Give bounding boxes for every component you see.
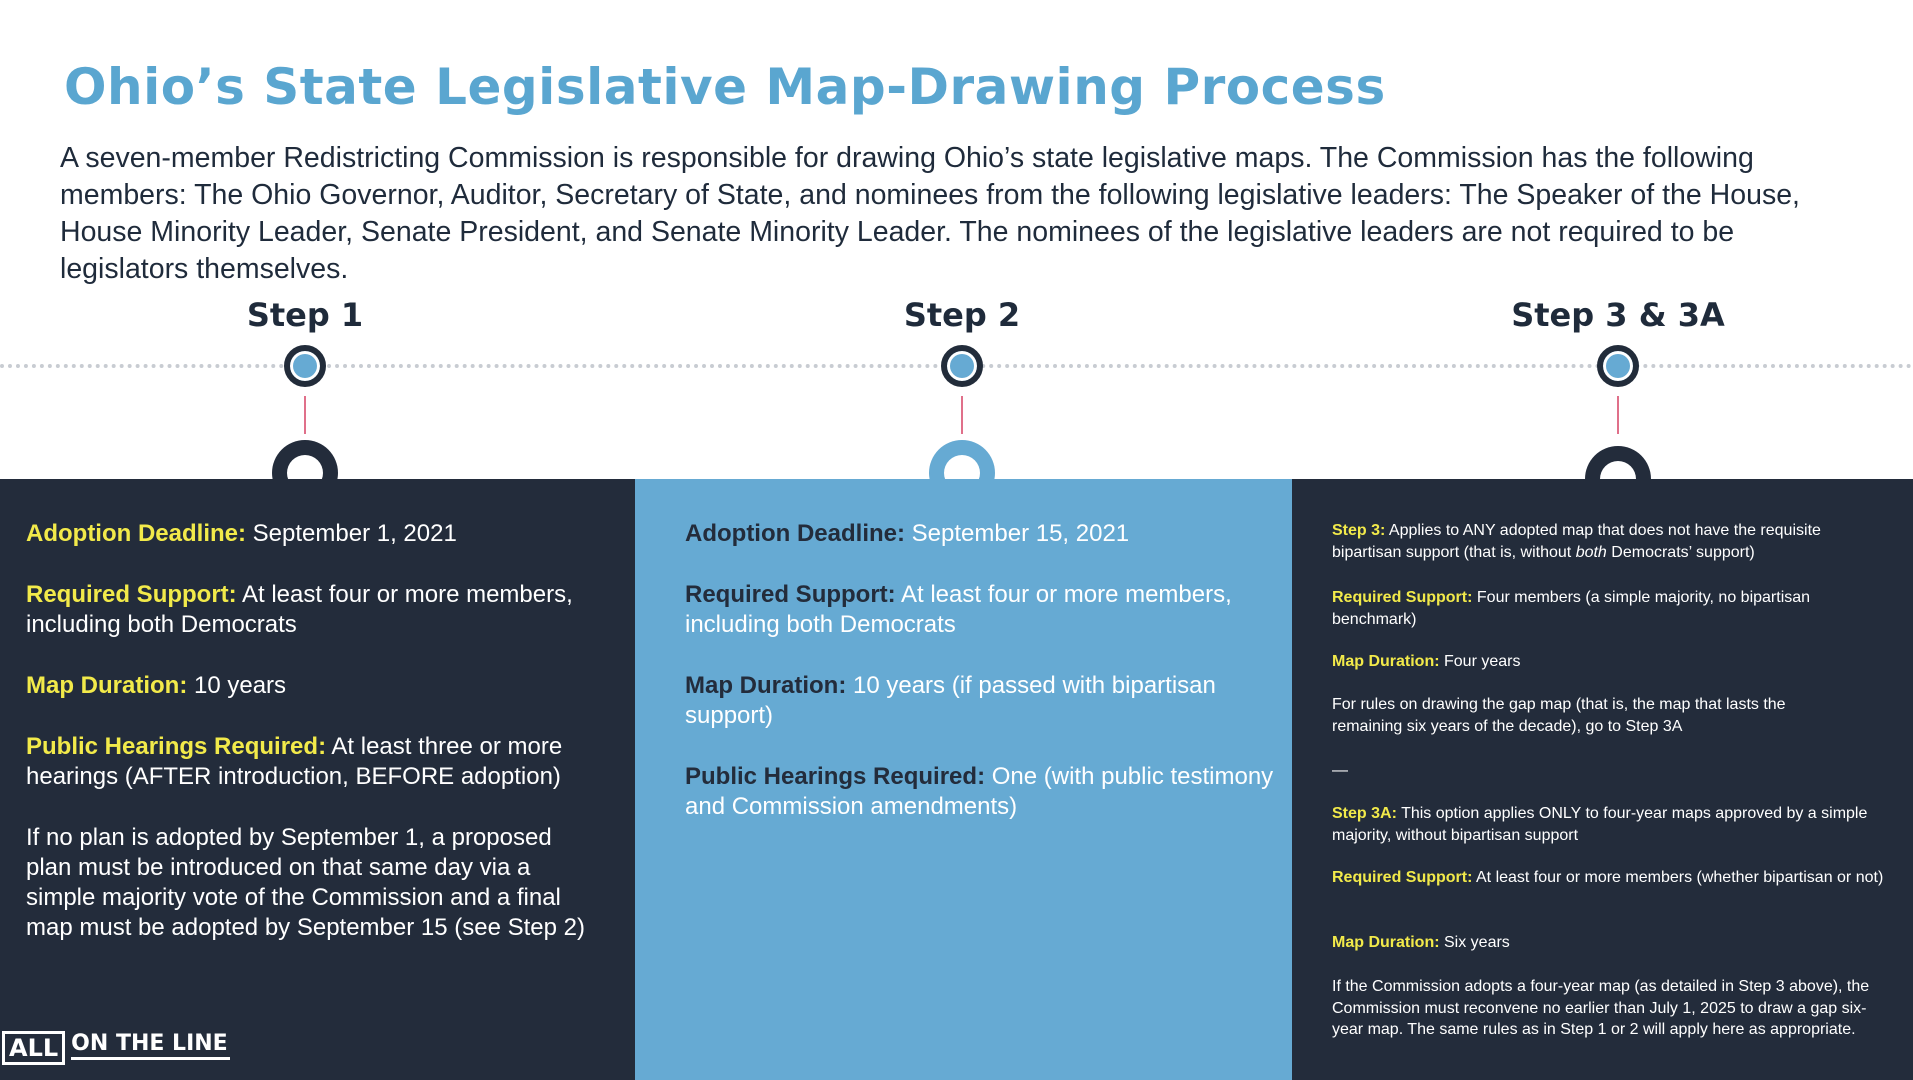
step-1-hearings: Public Hearings Required: At least three or more hearings (AFTER introduction, BEFORE adoption): [26, 733, 563, 790]
step-2-panel: [635, 479, 1292, 1080]
step-3-panel: [1292, 479, 1913, 1080]
step-2-label: Step 2: [903, 296, 1021, 334]
step-3-duration: Map Duration: Four years: [1332, 653, 1521, 670]
step-1-label: Step 1: [246, 296, 364, 334]
step-2-support: Required Support: At least four or more members, including both Democrats: [685, 581, 1232, 638]
step-2-connector: [961, 396, 963, 434]
step-1-timeline-node: [284, 345, 326, 387]
step-1-note: If no plan is adopted by September 1, a proposed plan must be introduced on that same day via a simple majority vote of the Commission and a final map must be adopted by September 15 (see Step 2): [26, 824, 585, 941]
step-3-label: Step 3 & 3A: [1511, 296, 1725, 334]
step-3-support: Required Support: Four members (a simple majority, no bipartisan benchmark): [1332, 589, 1811, 628]
step-1-duration: Map Duration: 10 years: [26, 672, 287, 699]
step-3a-support: Required Support: At least four or more members (whether bipartisan or not): [1332, 869, 1884, 886]
step-3a-final-note: If the Commission adopts a four-year map (as detailed in Step 3 above), the Commission must reconvene no earlier than July 1, 2025 to draw a gap six-year map. The same rules as in Step 1 or 2 will apply here as appropriate.: [1332, 978, 1870, 1038]
step-2-hearings: Public Hearings Required: One (with public testimony and Commission amendments): [685, 763, 1274, 820]
step-3a-duration: Map Duration: Six years: [1332, 934, 1510, 951]
step-3-timeline-node: [1597, 345, 1639, 387]
step-1-panel: [0, 479, 635, 1080]
step-3-gap-note: For rules on drawing the gap map (that is, the map that lasts the remaining six years of the decade), go to Step 3A: [1332, 696, 1786, 735]
logo-boxed-text: ALL: [2, 1031, 65, 1065]
step-3-connector: [1617, 396, 1619, 434]
step-3a-description: Step 3A: This option applies ONLY to four-year maps approved by a simple majority, without bipartisan support: [1332, 805, 1868, 844]
step-divider: —: [1332, 762, 1348, 779]
page-title: Ohio’s State Legislative Map-Drawing Process: [64, 58, 1386, 116]
all-on-the-line-logo: [2, 1031, 230, 1065]
step-1-support: Required Support: At least four or more members, including both Democrats: [26, 581, 573, 638]
step-2-adoption: Adoption Deadline: September 15, 2021: [685, 520, 1130, 547]
step-2-duration: Map Duration: 10 years (if passed with bipartisan support): [685, 672, 1216, 729]
intro-paragraph: A seven-member Redistricting Commission is responsible for drawing Ohio’s state legislative maps. The Commission has the following members: The Ohio Governor, Auditor, Secretary of State, and nominees from the following legislative leaders: The Speaker of the House, House Minority Leader, Senate President, and Senate Minority Leader. The nominees of the legislative leaders are not required to be legislators themselves.: [60, 142, 1800, 285]
step-1-connector: [304, 396, 306, 434]
step-2-timeline-node: [941, 345, 983, 387]
logo-text: ON THE LINE: [71, 1031, 230, 1060]
step-1-adoption: Adoption Deadline: September 1, 2021: [26, 520, 457, 547]
step-3-description: Step 3: Applies to ANY adopted map that does not have the requisite bipartisan support (that is, without both Democrats’ support): [1332, 522, 1821, 561]
